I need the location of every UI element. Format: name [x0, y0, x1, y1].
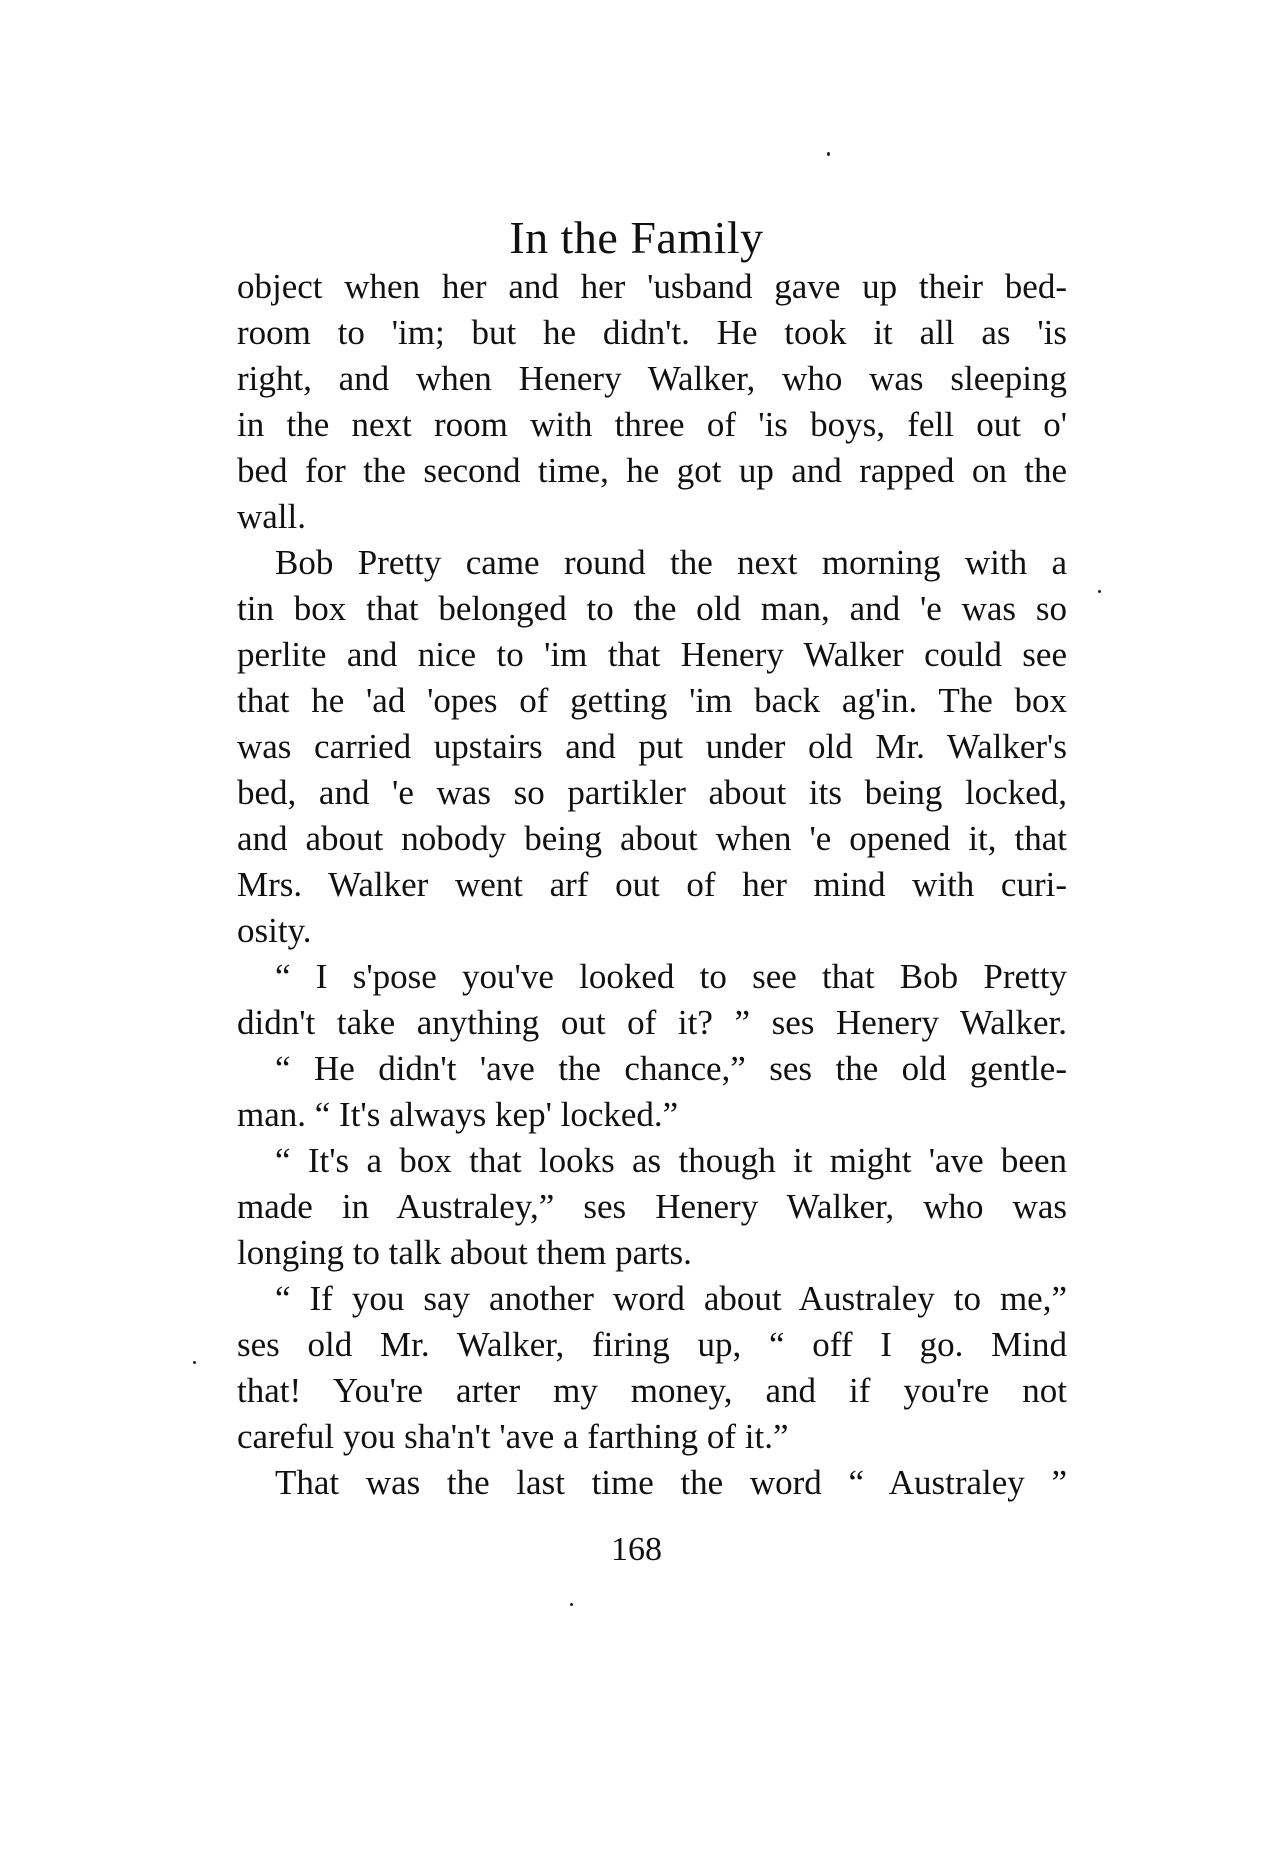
text-line: ses old Mr. Walker, firing up, “ off I go. Mind [237, 1325, 1067, 1364]
body-text [237, 264, 1067, 1506]
text-line: that he 'ad 'opes of getting 'im back ag'in. The box [237, 681, 1067, 720]
text-line: bed, and 'e was so partikler about its being locked, [237, 773, 1067, 812]
text-line: That was the last time the word “ Australey ” [275, 1463, 1067, 1502]
text-line: object when her and her 'usband gave up their bed- [237, 267, 1067, 306]
text-line: perlite and nice to 'im that Henery Walker could see [237, 635, 1067, 674]
text-line: tin box that belonged to the old man, and 'e was so [237, 589, 1067, 628]
text-line: man. “ It's always kep' locked.” [237, 1095, 679, 1134]
text-line: and about nobody being about when 'e opened it, that [237, 819, 1067, 858]
text-line: Mrs. Walker went arf out of her mind with curi- [237, 865, 1067, 904]
scan-speck [570, 1603, 573, 1606]
page-number: 168 [611, 1531, 662, 1568]
text-line: that! You're arter my money, and if you're not [237, 1371, 1067, 1410]
text-line: “ He didn't 'ave the chance,” ses the old gentle- [275, 1049, 1067, 1088]
text-line: wall. [237, 497, 307, 536]
scan-speck [1098, 590, 1101, 593]
text-line: “ It's a box that looks as though it might 'ave been [275, 1141, 1067, 1180]
text-line: careful you sha'n't 'ave a farthing of it.” [237, 1417, 789, 1456]
text-line: didn't take anything out of it? ” ses Henery Walker. [237, 1003, 1067, 1042]
text-line: longing to talk about them parts. [237, 1233, 692, 1272]
text-line: right, and when Henery Walker, who was sleeping [237, 359, 1067, 398]
text-line: “ I s'pose you've looked to see that Bob Pretty [275, 957, 1067, 996]
running-head: In the Family [509, 212, 764, 263]
text-line: room to 'im; but he didn't. He took it all as 'is [237, 313, 1067, 352]
text-line: bed for the second time, he got up and rapped on the [237, 451, 1067, 490]
text-line: made in Australey,” ses Henery Walker, who was [237, 1187, 1067, 1226]
text-line: osity. [237, 911, 312, 950]
text-line: “ If you say another word about Australey to me,” [275, 1279, 1067, 1318]
text-line: Bob Pretty came round the next morning with a [275, 543, 1067, 582]
scan-speck [827, 152, 830, 156]
text-line: was carried upstairs and put under old Mr. Walker's [237, 727, 1067, 766]
scan-speck [193, 1361, 196, 1364]
text-line: in the next room with three of 'is boys, fell out o' [237, 405, 1067, 444]
